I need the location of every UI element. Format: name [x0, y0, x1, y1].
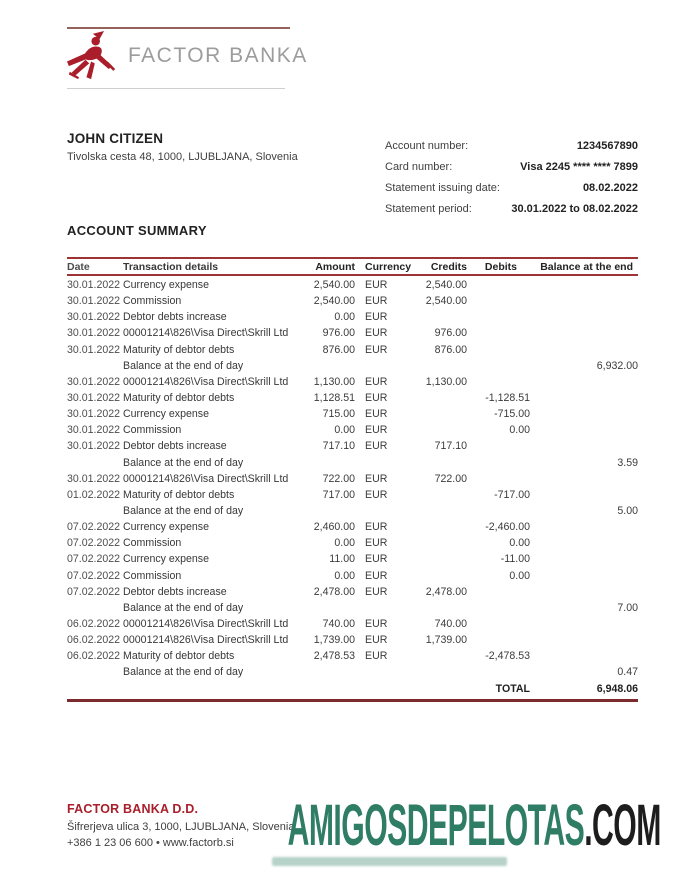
cell-currency: EUR [365, 375, 388, 388]
cell-details: Debtor debts increase [123, 311, 227, 324]
cell-debits: -715.00 [494, 408, 530, 421]
cell-currency: EUR [365, 488, 388, 501]
cell-date: 30.01.2022 [67, 408, 121, 421]
cell-details: Commission [123, 424, 182, 437]
account-summary-title: ACCOUNT SUMMARY [67, 223, 207, 238]
transaction-row [67, 374, 638, 390]
table-body [67, 276, 638, 699]
cell-details: Currency expense [123, 279, 209, 292]
cell-details: Currency expense [123, 408, 209, 421]
cell-date: 30.01.2022 [67, 375, 121, 388]
transaction-row [67, 519, 638, 535]
cell-details: 00001214\826\Visa Direct\Skrill Ltd [123, 327, 289, 340]
cell-debits: -11.00 [500, 553, 530, 566]
cell-currency: EUR [365, 537, 388, 550]
cell-amount: 717.10 [322, 440, 355, 453]
footer-company-name: FACTOR BANKA D.D. [67, 802, 199, 816]
leaping-figure-icon [62, 31, 122, 81]
cell-details: Currency expense [123, 553, 209, 566]
cell-currency: EUR [365, 472, 388, 485]
cell-details: Balance at the end of day [123, 359, 244, 372]
cell-details: Commission [123, 569, 182, 582]
cell-details: Balance at the end of day [123, 601, 244, 614]
cell-credits: 876.00 [434, 343, 467, 356]
customer-name: JOHN CITIZEN [67, 131, 164, 146]
footer-block [67, 802, 294, 849]
account-info-value: 1234567890 [576, 139, 638, 152]
cell-date: 30.01.2022 [67, 311, 121, 324]
column-header-credits: Credits [430, 260, 467, 273]
watermark-echo [272, 857, 507, 866]
bank-logo [62, 31, 308, 81]
cell-amount: 1,128.51 [313, 392, 355, 405]
cell-details: Balance at the end of day [123, 666, 244, 679]
cell-amount: 722.00 [322, 472, 355, 485]
column-header-details: Transaction details [123, 260, 219, 273]
cell-amount: 0.00 [334, 569, 355, 582]
cell-currency: EUR [365, 424, 388, 437]
cell-currency: EUR [365, 311, 388, 324]
cell-amount: 740.00 [322, 618, 355, 631]
cell-date: 07.02.2022 [67, 553, 121, 566]
cell-details: Maturity of debtor debts [123, 488, 235, 501]
transaction-row [67, 632, 638, 648]
cell-debits: -1,128.51 [485, 392, 530, 405]
cell-balance: 6,948.06 [596, 682, 638, 695]
cell-amount: 1,130.00 [313, 375, 355, 388]
cell-currency: EUR [365, 295, 388, 308]
cell-credits: 976.00 [434, 327, 467, 340]
account-info-value: 08.02.2022 [582, 181, 638, 194]
cell-currency: EUR [365, 343, 388, 356]
cell-date: 07.02.2022 [67, 537, 121, 550]
cell-currency: EUR [365, 440, 388, 453]
cell-currency: EUR [365, 618, 388, 631]
column-header-amount: Amount [315, 260, 355, 273]
transaction-row [67, 584, 638, 600]
cell-amount: 2,540.00 [313, 295, 355, 308]
transaction-row [67, 616, 638, 632]
cell-amount: 2,460.00 [313, 521, 355, 534]
cell-debits: -2,478.53 [485, 650, 530, 663]
transaction-row [67, 309, 638, 325]
cell-details: Maturity of debtor debts [123, 343, 235, 356]
top-rule-line [67, 27, 290, 29]
cell-date: 07.02.2022 [67, 569, 121, 582]
cell-currency: EUR [365, 650, 388, 663]
account-info-row [385, 177, 638, 198]
balance-row [67, 358, 638, 374]
cell-date: 30.01.2022 [67, 392, 121, 405]
cell-details: Balance at the end of day [123, 456, 244, 469]
transaction-row [67, 406, 638, 422]
cell-balance: 5.00 [617, 505, 638, 518]
cell-currency: EUR [365, 279, 388, 292]
account-info-label: Account number: [385, 139, 469, 152]
cell-details: Debtor debts increase [123, 440, 227, 453]
transaction-row [67, 277, 638, 293]
cell-currency: EUR [365, 521, 388, 534]
cell-amount: 2,478.53 [313, 650, 355, 663]
cell-currency: EUR [365, 585, 388, 598]
column-header-currency: Currency [365, 260, 412, 273]
cell-balance: 0.47 [617, 666, 638, 679]
balance-row [67, 664, 638, 680]
transaction-row [67, 551, 638, 567]
column-header-balance: Balance at the end [540, 260, 633, 273]
cell-details: Balance at the end of day [123, 505, 244, 518]
cell-date: 06.02.2022 [67, 634, 121, 647]
cell-amount: 2,540.00 [313, 279, 355, 292]
transaction-row [67, 438, 638, 454]
cell-balance: 6,932.00 [596, 359, 638, 372]
cell-currency: EUR [365, 634, 388, 647]
cell-debits: 0.00 [509, 537, 530, 550]
logo-underline [67, 88, 285, 89]
account-info-label: Statement issuing date: [385, 181, 500, 194]
transaction-row [67, 568, 638, 584]
customer-block [67, 131, 298, 163]
cell-credits: 2,540.00 [425, 295, 467, 308]
cell-currency: EUR [365, 408, 388, 421]
balance-row [67, 455, 638, 471]
cell-amount: 976.00 [322, 327, 355, 340]
cell-date: 07.02.2022 [67, 521, 121, 534]
cell-amount: 2,478.00 [313, 585, 355, 598]
account-info-value: 30.01.2022 to 08.02.2022 [511, 202, 638, 215]
transaction-row [67, 390, 638, 406]
cell-amount: 0.00 [334, 424, 355, 437]
transaction-row [67, 471, 638, 487]
account-info-row [385, 198, 638, 219]
cell-details: Debtor debts increase [123, 585, 227, 598]
cell-credits: 2,540.00 [425, 279, 467, 292]
cell-balance: 7.00 [617, 601, 638, 614]
cell-date: 30.01.2022 [67, 424, 121, 437]
table-header-row [67, 257, 638, 276]
cell-details: 00001214\826\Visa Direct\Skrill Ltd [123, 472, 289, 485]
transaction-row [67, 487, 638, 503]
cell-date: 01.02.2022 [67, 488, 121, 501]
cell-details: 00001214\826\Visa Direct\Skrill Ltd [123, 634, 289, 647]
watermark-text [288, 792, 661, 859]
cell-date: 30.01.2022 [67, 295, 121, 308]
column-header-date: Date [67, 260, 90, 273]
cell-amount: 715.00 [322, 408, 355, 421]
cell-amount: 0.00 [334, 537, 355, 550]
cell-details: 00001214\826\Visa Direct\Skrill Ltd [123, 618, 289, 631]
cell-credits: 1,130.00 [425, 375, 467, 388]
transaction-row [67, 293, 638, 309]
cell-credits: 1,739.00 [425, 634, 467, 647]
account-info-label: Statement period: [385, 202, 472, 215]
cell-debits: 0.00 [509, 424, 530, 437]
footer-contact: +386 1 23 06 600 • www.factorb.si [67, 837, 234, 849]
transaction-row [67, 422, 638, 438]
bank-logo-text: FACTOR BANKA [128, 44, 308, 67]
account-info-value: Visa 2245 **** **** 7899 [520, 160, 638, 173]
cell-credits: 2,478.00 [425, 585, 467, 598]
cell-details: Commission [123, 537, 182, 550]
cell-credits: 722.00 [434, 472, 467, 485]
cell-date: 30.01.2022 [67, 279, 121, 292]
cell-debits: -717.00 [494, 488, 530, 501]
cell-currency: EUR [365, 553, 388, 566]
cell-balance: 3.59 [617, 456, 638, 469]
cell-amount: 11.00 [329, 553, 355, 566]
cell-date: 30.01.2022 [67, 440, 121, 453]
cell-date: 30.01.2022 [67, 343, 121, 356]
transaction-row [67, 535, 638, 551]
cell-details: 00001214\826\Visa Direct\Skrill Ltd [123, 375, 289, 388]
transaction-row [67, 342, 638, 358]
watermark-text-dark: .COM [584, 792, 661, 858]
cell-date: 06.02.2022 [67, 618, 121, 631]
cell-details: Maturity of debtor debts [123, 392, 235, 405]
cell-amount: 717.00 [322, 488, 355, 501]
cell-credits: 740.00 [434, 618, 467, 631]
transaction-row [67, 325, 638, 341]
cell-amount: 1,739.00 [313, 634, 355, 647]
cell-amount: 0.00 [334, 311, 355, 324]
cell-date: 07.02.2022 [67, 585, 121, 598]
account-info [385, 135, 638, 219]
cell-amount: 876.00 [322, 343, 355, 356]
cell-date: 06.02.2022 [67, 650, 121, 663]
cell-date: 30.01.2022 [67, 472, 121, 485]
cell-currency: EUR [365, 569, 388, 582]
account-summary-table [67, 257, 638, 702]
column-header-debits: Debits [484, 260, 517, 273]
watermark-text-green: AMIGOSDEPELOTAS [287, 792, 585, 858]
account-info-label: Card number: [385, 160, 453, 173]
cell-credits: 717.10 [434, 440, 467, 453]
balance-row [67, 600, 638, 616]
cell-details: Commission [123, 295, 182, 308]
cell-debits: TOTAL [495, 682, 530, 695]
cell-date: 30.01.2022 [67, 327, 121, 340]
cell-details: Maturity of debtor debts [123, 650, 235, 663]
transaction-row [67, 648, 638, 664]
customer-address: Tivolska cesta 48, 1000, LJUBLJANA, Slovenia [67, 151, 298, 163]
cell-debits: 0.00 [509, 569, 530, 582]
cell-details: Currency expense [123, 521, 209, 534]
cell-currency: EUR [365, 392, 388, 405]
cell-currency: EUR [365, 327, 388, 340]
balance-row [67, 503, 638, 519]
account-info-row [385, 156, 638, 177]
footer-address: Šifrerjeva ulica 3, 1000, LJUBLJANA, Slovenia [67, 821, 295, 833]
total-row [67, 681, 638, 697]
account-info-row [385, 135, 638, 156]
cell-debits: -2,460.00 [485, 521, 530, 534]
